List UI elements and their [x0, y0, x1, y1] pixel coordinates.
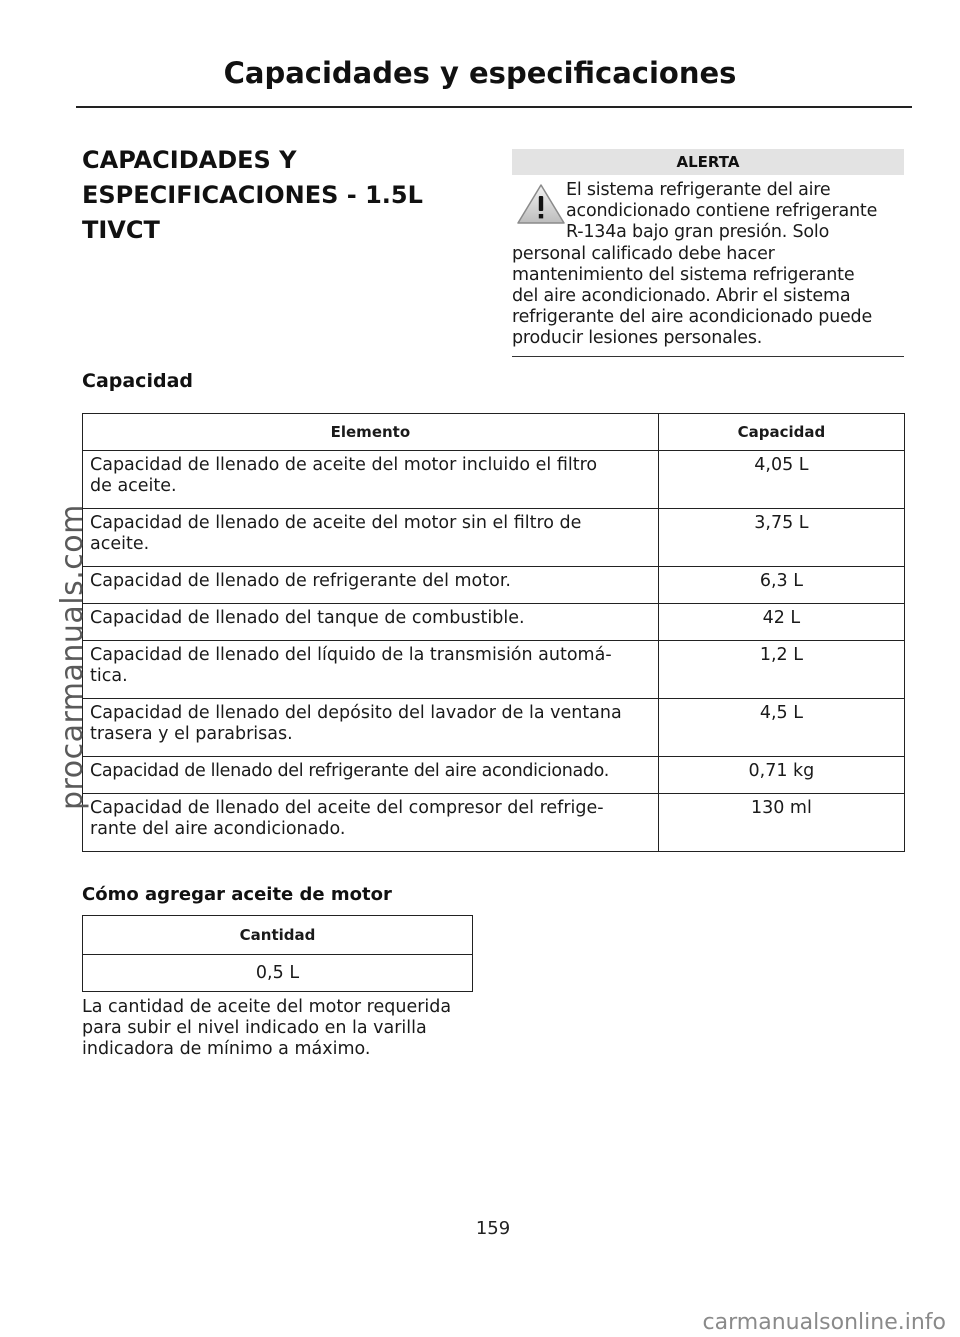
table-header-row [83, 414, 905, 451]
alert-heading: ALERTA [512, 149, 904, 175]
capacity-cell: 0,71 kg [658, 757, 904, 794]
note-line: para subir el nivel indicado en la varilla [82, 1018, 427, 1038]
alert-text-line: acondicionado contiene refrigerante [566, 201, 878, 222]
table-row [83, 757, 905, 794]
capacity-cell: 4,05 L [658, 451, 904, 509]
element-cell [83, 604, 659, 641]
quantity-table [82, 915, 473, 992]
element-cell [83, 794, 659, 852]
capacity-cell: 4,5 L [658, 699, 904, 757]
table-row [83, 567, 905, 604]
table-row [83, 509, 905, 567]
page-header-title: Capacidades y especificaciones [223, 56, 737, 90]
element-line: Capacidad de llenado de aceite del motor sin el filtro de [90, 513, 582, 533]
alert-divider [512, 356, 904, 357]
element-cell [83, 509, 659, 567]
alert-text-line: mantenimiento del sistema refrigerante [512, 264, 855, 285]
table-row [83, 604, 905, 641]
note-line: La cantidad de aceite del motor requerida [82, 997, 452, 1017]
table-row [83, 699, 905, 757]
element-line: trasera y el parabrisas. [90, 724, 293, 744]
element-line: aceite. [90, 534, 150, 554]
table-row [83, 955, 473, 992]
table-row [83, 451, 905, 509]
column-header-element: Elemento [83, 414, 659, 451]
element-cell [83, 757, 659, 794]
table-row [83, 641, 905, 699]
alert-box [512, 149, 904, 350]
section-title-line: CAPACIDADES Y [82, 146, 297, 174]
capacidad-title: Capacidad [82, 370, 193, 392]
element-line: Capacidad de llenado de aceite del motor incluido el filtro [90, 455, 598, 475]
section-title-line: TIVCT [82, 216, 160, 244]
element-line: rante del aire acondicionado. [90, 819, 346, 839]
capacity-cell: 6,3 L [658, 567, 904, 604]
element-cell [83, 451, 659, 509]
quantity-cell: 0,5 L [83, 955, 473, 992]
capacity-cell: 1,2 L [658, 641, 904, 699]
alert-text-line: refrigerante del aire acondicionado puede [512, 307, 873, 328]
table-header-row [83, 916, 473, 955]
alert-text-line: producir lesiones personales. [512, 328, 763, 349]
column-header-capacity: Capacidad [658, 414, 904, 451]
alert-text [512, 180, 904, 350]
bottom-watermark: carmanualsonline.info [702, 1310, 946, 1335]
capacity-cell: 3,75 L [658, 509, 904, 567]
element-cell [83, 567, 659, 604]
page-number: 159 [475, 1218, 511, 1239]
alert-text-line: El sistema refrigerante del aire [566, 180, 831, 200]
header-divider [76, 106, 912, 108]
column-header-quantity: Cantidad [83, 916, 473, 955]
warning-triangle-icon [516, 183, 566, 227]
side-watermark: procarmanuals.com [55, 504, 90, 810]
element-line: Capacidad de llenado del tanque de combustible. [90, 608, 525, 628]
alert-text-line: personal calificado debe hacer [512, 243, 775, 264]
element-line: Capacidad de llenado del líquido de la transmisión automá- [90, 645, 612, 665]
add-oil-note [82, 997, 482, 1060]
element-line: Capacidad de llenado del refrigerante del aire acondicionado. [90, 761, 609, 781]
element-line: Capacidad de llenado de refrigerante del motor. [90, 571, 511, 591]
section-title [82, 143, 442, 248]
capacity-cell: 42 L [658, 604, 904, 641]
note-line: indicadora de mínimo a máximo. [82, 1039, 371, 1059]
element-cell [83, 641, 659, 699]
add-oil-title: Cómo agregar aceite de motor [82, 884, 392, 905]
alert-text-line: del aire acondicionado. Abrir el sistema [512, 286, 851, 307]
element-line: Capacidad de llenado del aceite del compresor del refrige- [90, 798, 604, 818]
element-line: tica. [90, 666, 128, 686]
alert-text-line: R-134a bajo gran presión. Solo [566, 222, 830, 243]
element-line: de aceite. [90, 476, 177, 496]
element-line: Capacidad de llenado del depósito del lavador de la ventana [90, 703, 622, 723]
capacity-table [82, 413, 905, 852]
table-row [83, 794, 905, 852]
capacity-cell: 130 ml [658, 794, 904, 852]
element-cell [83, 699, 659, 757]
section-title-line: ESPECIFICACIONES - 1.5L [82, 181, 423, 209]
